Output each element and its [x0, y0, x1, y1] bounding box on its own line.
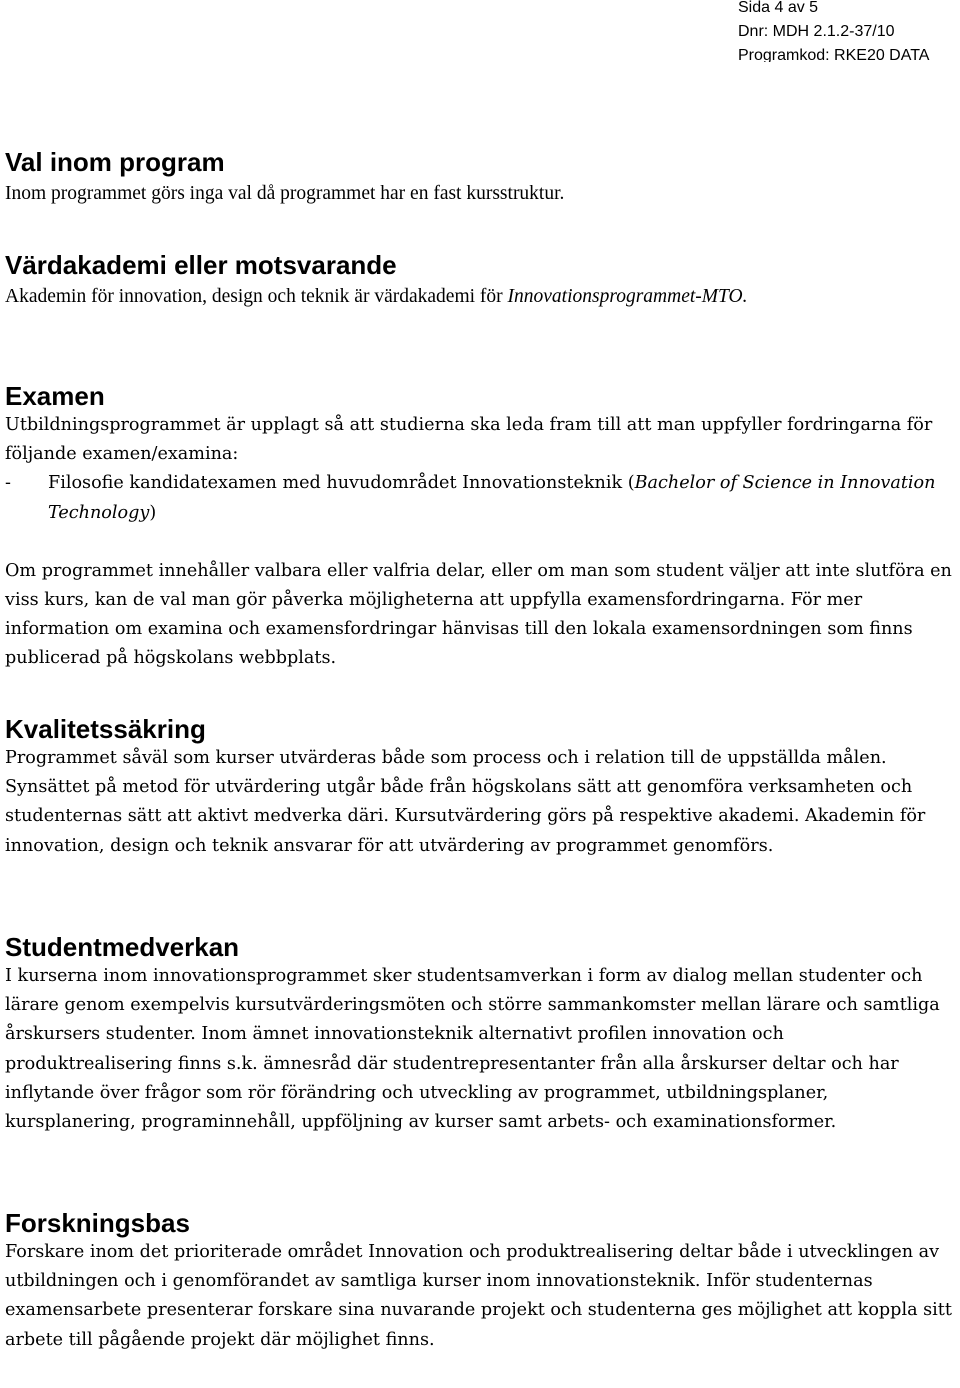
section-studentmedverkan — [5, 932, 955, 1137]
section-heading: Examen — [5, 381, 105, 411]
section-heading: Val inom program — [5, 147, 225, 177]
program-name: Innovationsprogrammet-MTO. — [507, 286, 748, 307]
list-item: - Filosofie kandidatexamen med huvudområdet Innovationsteknik (Bachelor of Science in Innovation Technology) — [5, 469, 955, 527]
section-kvalitetssakring — [5, 714, 955, 861]
section-text: Utbildningsprogrammet är upplagt så att studierna ska leda fram till att man uppfyller fordringarna för följande examen/examina: - Filosofie kandidatexamen med huvudområdet Innovationsteknik (Bachelor of Science in Innovation Technology) Om programmet innehåller valbara eller valfria delar, eller om man som student väljer att inte slutföra en viss kurs, kan de val man gör påverka möjligheterna att uppfylla examensfordringarna. För mer information om examina och examensfordringar hänvisas till den lokala examensordningen som finns publicerad på högskolans webbplats. — [5, 411, 955, 674]
section-text: I kurserna inom innovationsprogrammet sker studentsamverkan i form av dialog mellan studenter och lärare genom exempelvis kursutvärderingsmöten och större sammankomster mellan lärare och samtliga årskursers studenter. Inom ämnet innovationsteknik alternativt profilen innovation och produktrealisering finns s.k. ämnesråd där studentrepresentanter från alla årskurser deltar och har inflytande över frågor som rör förändring och utveckling av programmet, utbildningsplaner, kursplanering, programinnehåll, uppföljning av kurser samt arbets- och examinationsformer. — [5, 966, 940, 1133]
section-val-inom-program — [5, 147, 955, 211]
page-header — [738, 0, 960, 62]
section-text: Inom programmet görs inga val då programmet har en fast kursstruktur. — [5, 183, 565, 204]
section-heading: Studentmedverkan — [5, 932, 240, 962]
section-forskningsbas — [5, 1208, 955, 1355]
section-heading: Kvalitetssäkring — [5, 714, 206, 744]
registration-number: Dnr: MDH 2.1.2-37/10 — [738, 23, 895, 40]
section-text: Akademin för innovation, design och teknik är värdakademi för Innovationsprogrammet-MTO. — [5, 286, 748, 307]
section-examen — [5, 381, 955, 674]
program-code: Programkod: RKE20 DATA — [738, 47, 930, 62]
degree-english-name: Bachelor of Science in Innovation Technology — [48, 473, 936, 523]
section-heading: Forskningsbas — [5, 1208, 190, 1238]
section-text: Programmet såväl som kurser utvärderas både som process och i relation till de uppställda målen. Synsättet på metod för utvärdering utgår både från högskolans sätt att genomföra verksamheten och studenternas sätt att aktivt medverka däri. Kursutvärdering görs på respektive akademi. Akademin för innovation, design och teknik ansvarar för att utvärdering av programmet genomförs. — [5, 748, 926, 856]
list-bullet: - — [5, 473, 11, 494]
section-heading: Värdakademi eller motsvarande — [5, 250, 397, 280]
section-text: Forskare inom det prioriterade området Innovation och produktrealisering deltar både i utvecklingen av utbildningen och i genomförandet av samtliga kurser inom innovationsteknik. Inför studenternas examensarbete presenterar forskare sina nuvarande projekt och studenterna ges möjlighet att koppla sitt arbete till pågående projekt där möjlighet finns. — [5, 1242, 952, 1350]
section-vardakademi — [5, 250, 955, 314]
page-number: Sida 4 av 5 — [738, 0, 819, 16]
